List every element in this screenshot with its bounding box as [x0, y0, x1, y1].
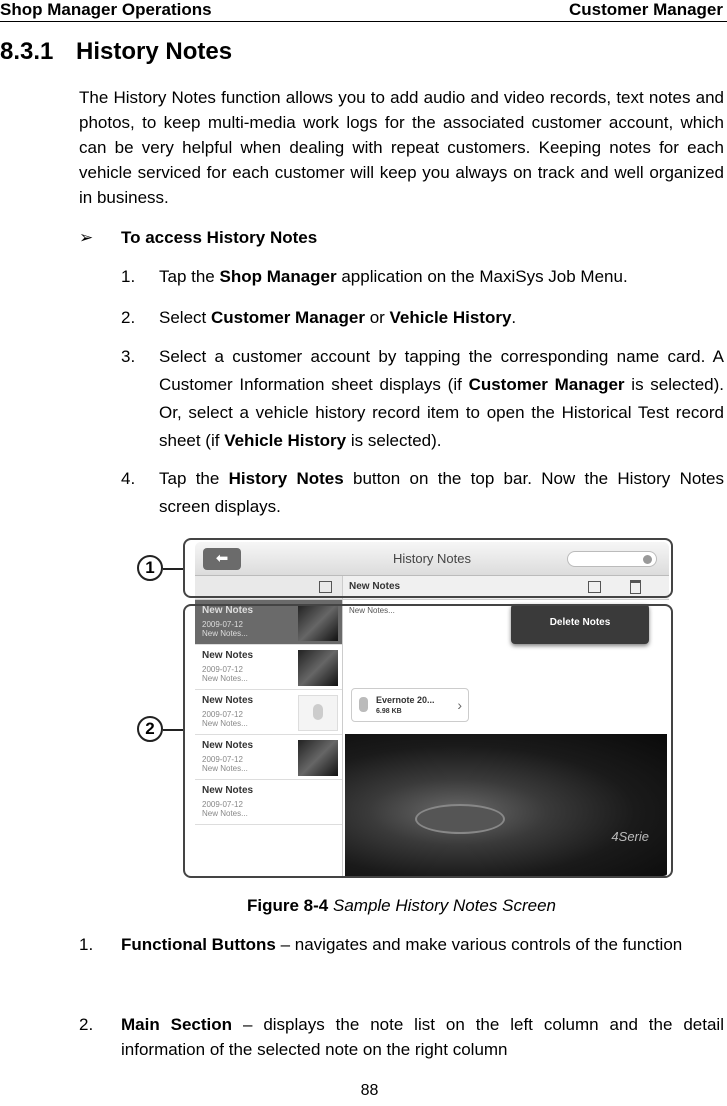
step-text: Tap the Shop Manager application on the MaxiSys Job Menu. [159, 267, 628, 286]
note-title: New Notes [202, 740, 254, 751]
step-text: Select a customer account by tapping the corresponding name card. A Customer Information sheet displays (if Customer Manager is selected). Or, select a vehicle history record item to open the Historical Test record sheet (if Vehicle History is selected). [159, 347, 725, 450]
attachment-name: Evernote 20... [376, 695, 435, 705]
step-text: Select Customer Manager or Vehicle History. [159, 308, 517, 327]
step-number: 1. [121, 267, 136, 286]
detail-body: New Notes... [349, 606, 395, 615]
procedure-title: To access History Notes [121, 228, 318, 247]
header-left: Shop Manager Operations [0, 0, 212, 19]
note-date: 2009-07-12 New Notes... [202, 800, 248, 818]
arrow-bullet-icon: ➢ [79, 228, 94, 247]
callout-line [163, 568, 183, 570]
description-item [79, 1012, 724, 1062]
step-item [121, 304, 724, 332]
delete-notes-label: Delete Notes [549, 617, 611, 628]
detail-title: New Notes [349, 581, 401, 592]
note-date: 2009-07-12 New Notes... [202, 755, 248, 773]
note-title: New Notes [202, 605, 254, 616]
page-number: 88 [360, 1082, 379, 1099]
note-date: 2009-07-12 New Notes... [202, 620, 248, 638]
description-item [79, 932, 724, 957]
history-notes-figure [135, 538, 675, 880]
note-title: New Notes [202, 695, 254, 706]
section-title: History Notes [76, 38, 233, 65]
description-number: 1. [79, 935, 94, 954]
step-number: 3. [121, 347, 136, 366]
chevron-right-icon: › [457, 697, 462, 713]
section-heading [0, 38, 232, 66]
note-date: 2009-07-12 New Notes... [202, 665, 248, 683]
step-number: 2. [121, 308, 136, 327]
callout-2: 2 [137, 716, 163, 742]
note-date: 2009-07-12 New Notes... [202, 710, 248, 728]
description-text: Main Section – displays the note list on the left column and the detail information of the selected note on the right column [121, 1015, 724, 1059]
note-title: New Notes [202, 785, 254, 796]
note-title: New Notes [202, 650, 254, 661]
header-right: Customer Manager [569, 0, 723, 19]
step-number: 4. [121, 469, 136, 488]
section-number: 8.3.1 [0, 38, 54, 65]
attachment-size: 6.98 KB [376, 708, 402, 715]
callout-1-frame [183, 538, 673, 598]
step-item [121, 465, 724, 521]
callout-2-frame [183, 604, 673, 878]
description-text: Functional Buttons – navigates and make various controls of the function [121, 935, 683, 954]
step-text: Tap the History Notes button on the top bar. Now the History Notes screen displays. [159, 469, 724, 516]
car-badge: 4Serie [611, 829, 649, 844]
step-item [121, 263, 724, 291]
back-button[interactable]: ⬅ [203, 548, 241, 570]
intro-paragraph: The History Notes function allows you to add audio and video records, text notes and photos, to keep multi-media work logs for the associated customer account, which can be very helpful when dealing with repeat customers. Keeping notes for each vehicle serviced for each customer will keep you always on track and well organized in business. [79, 88, 724, 207]
screen-title: History Notes [392, 551, 472, 566]
description-number: 2. [79, 1015, 94, 1034]
page-header [0, 0, 727, 22]
step-item [121, 343, 724, 455]
callout-line [163, 729, 183, 731]
callout-1: 1 [137, 555, 163, 581]
figure-caption: Figure 8-4 Sample History Notes Screen [247, 896, 556, 915]
